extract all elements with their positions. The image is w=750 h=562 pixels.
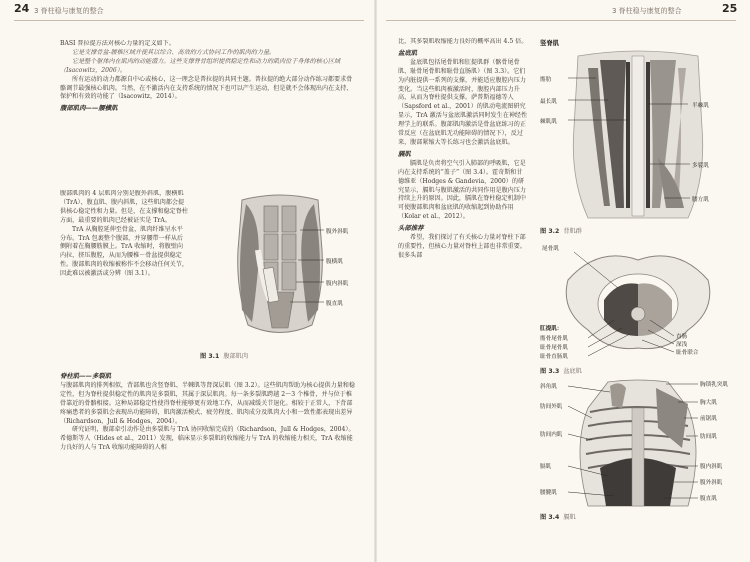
figure-caption-text: 膈肌: [563, 514, 576, 521]
figure-number: 图 3.1: [200, 353, 220, 360]
figure-label: 腰方肌: [692, 197, 709, 203]
section-heading: 头部推荐: [398, 224, 424, 233]
figure-label: 耻骨直肠肌: [540, 354, 568, 360]
figure-caption: [540, 366, 582, 375]
paragraph: 与腹部肌肉的排列相似，背部肌也含竖脊肌、半棘肌等肾深层肌（图 3.2）。这些肌肉帮助为核心提供力量和稳定性，但为脊柱提供稳定性的肌肉是多裂肌，其属于深层肌肉。每一条多裂肌跨越 2～3 个椎骨，并与位于椎骨靠近的骨骼相接。这种局部稳定性使得脊柱能够更有效地工作，从而减缓关节退化。相较于正常人，下背部疼痛患者的多裂肌会表现出功能障碍，肌肉激活模式、疲劳程度、肌肉成分及肌肉大小和一致性都表现出差异（Richardson，Jull & Hodges，2004）。: [60, 381, 355, 425]
section-heading: 脊柱肌——多裂肌: [60, 372, 112, 380]
paragraph: 希望，我们探讨了有关核心力量对脊柱下部的重要性，但核心力量对脊柱上部也非常重要。很多头部: [398, 234, 526, 259]
right-column-text: [398, 38, 528, 524]
figure-label: 髂肋: [540, 77, 552, 83]
figure-label: 多裂肌: [692, 163, 709, 169]
figure-label-group-title: 肛提肌：: [540, 326, 563, 332]
section-heading: 腹部肌肉——腰横肌: [60, 104, 118, 113]
quote-line: 它是支撑骨盆-腰椎区域并使其以综合、高效的方式协同工作的肌肉的力量。: [72, 48, 276, 56]
paragraph: 盆底肌包括尾骨肌和肛提肌群（髂骨尾骨肌、耻骨尾骨肌和耻骨直肠肌）（图 3.3）。它们为内脏提供一系列的支撑，并能适应腹腔内压力变化。当这些肌肉被激活时，腹腔内部压力升高，从而为脊柱提供支撑。萨普斯福德等人（Sapsford et al.，2001）的肌动电流图研究显示，TrA 激活与盆底肌激活同时发生在神经性理学上的联系。腹部肌肉激活是骨盆底练习的正常反应（在盆底肌无功能障碍的情况下），反过来，腹部紧缩大等长练习也会激活盆底肌。: [398, 58, 528, 146]
figure-label: 胸锁乳突肌: [700, 382, 728, 388]
left-bottom-text: [60, 370, 358, 520]
figure-caption-text: 盆底肌: [563, 368, 582, 375]
header-rule-right: [386, 20, 736, 21]
figure-title: 竖脊肌: [540, 39, 560, 47]
figure-number: 图 3.3: [540, 368, 560, 375]
figure-label: 直肠: [676, 334, 688, 340]
quote-line: 它是整个躯体内在肌肉的动能潜力。这些支撑脊骨组织提供稳定性和动力的肌肉位于身体的核心区域（Isacowitz，2006）。: [60, 57, 341, 74]
figure-label: 斜角肌: [540, 384, 557, 390]
page-number-right: 25: [722, 2, 738, 15]
figure-number: 图 3.2: [540, 228, 560, 235]
figure-label: 腹直肌: [326, 301, 343, 307]
figure-caption-text: 腹部肌肉: [223, 353, 249, 360]
figure-caption: [540, 226, 582, 235]
figure-caption-text: 背肌群: [563, 228, 582, 235]
figure-label: 腹外斜肌: [700, 480, 723, 486]
figure-label: 肋间外肌: [540, 404, 563, 410]
paragraph: 所有运动的动力都源自中心或核心，这一理念是普拉提的共同主题。普拉提的绝大部分动作练习都要求骨骼调节最强核心肌肉。当然，在不激活内在支持系统的情况下也可以产生运动，但是就不会体现出内在支持、保护和有效的功能了（Isacowitz，2014）。: [60, 75, 353, 101]
figure-label: 深浅: [676, 342, 688, 348]
page-gutter: [374, 0, 377, 562]
left-top-text: [60, 40, 358, 186]
abdominal-muscles-illustration: [200, 190, 360, 350]
paragraph: 腹部肌肉的 4 层肌肉分别是腹外斜肌，腹横肌（TrA）、腹直肌、腹内斜肌，这些肌肉都会提供核心稳定性和力量。但是，在支撑和稳定脊柱方面，最重要的肌肉已经被证实是 TrA。: [60, 190, 188, 224]
figure-label: 尾骨肌: [542, 246, 559, 252]
left-column-text: [60, 190, 188, 368]
paragraph: 比，其多裂肌收缩能力良好的概率高出 4.5 倍。: [398, 38, 528, 45]
figure-label: 肋间内肌: [540, 432, 563, 438]
figure-label: 腹外斜肌: [326, 229, 349, 235]
figure-diaphragm: [538, 378, 738, 510]
figure-label: 髂骨尾骨肌: [540, 336, 568, 342]
figure-pelvic-floor: [538, 240, 738, 368]
figure-label: 腹内斜肌: [326, 281, 349, 287]
figure-label: 腹直肌: [700, 496, 717, 502]
figure-label: 最长肌: [540, 99, 557, 105]
figure-label: 耻骨尾骨肌: [540, 345, 568, 351]
paragraph: 膈肌是负责将空气引入肺部的呼吸肌，它是内在支持系统的“盖子”（图 3.4）。霍奇斯和甘德维亚（Hodges & Gandevia，2000）的研究显示，膈肌与腹肌激活的共同作用是腹内压力持续上升的原因。因此，膈肌在脊柱稳定机制中可使腹部肌肉和盆底肌的收缩起到协助作用（Kolar et al.，2012）。: [398, 159, 526, 221]
figure-label: 腹内斜肌: [700, 464, 723, 470]
running-head-left: 3 脊柱稳与康复的整合: [34, 7, 104, 15]
pelvic-floor-illustration: [538, 240, 738, 368]
section-heading: 盆底肌: [398, 48, 418, 57]
figure-label: 前锯肌: [700, 416, 717, 422]
figure-caption: [540, 512, 576, 521]
figure-label: 耻骨联合: [676, 350, 699, 356]
paragraph: TrA 从胸腔延伸至骨盆，肌肉纤维呈水平分布。TrA 包裹整个腹部，并穿腰带一样从后侧附着在胸腰筋膜上。TrA 收缩时，将腹壁向内拉，挤压腹腔，从而为腰椎－骨盆提供稳定性。腹部肌肉的收缩被称作不会移动任何关节，因此难以被激活或分辨（图 3.1）。: [60, 225, 188, 278]
figure-label: 腹横肌: [326, 259, 343, 265]
figure-back-muscles: [538, 34, 738, 224]
figure-caption: [200, 351, 248, 360]
paragraph: 研究证明，腹部牵引动作是由多裂肌与 TrA 协同收缩完成的（Richardson，Jull & Hodges，2004）。希德斯等人（Hides et al.，2011）发现，临床显示多裂肌的收缩能力与 TrA 的收缩能力相关，TrA 收缩能力良好的人与 TrA 收缩功能障碍的人相: [60, 426, 355, 452]
figure-label: 肋间肌: [700, 434, 717, 440]
figure-label: 棘肌肌: [540, 119, 557, 125]
running-head-right: 3 脊柱稳与康复的整合: [612, 7, 682, 15]
figure-label: 半棘肌: [692, 103, 709, 109]
header-rule-left: [14, 20, 364, 21]
section-heading: 膈肌: [398, 149, 411, 158]
figure-label: 膈肌: [540, 464, 552, 470]
figure-abdominal-muscles: [200, 190, 360, 350]
paragraph: BASI 普拉提方法对核心力量的定义如下。: [60, 40, 175, 47]
page-number-left: 24: [14, 2, 30, 15]
figure-label: 胸大肌: [700, 400, 717, 406]
figure-number: 图 3.4: [540, 514, 560, 521]
figure-label: 腰腱肌: [540, 490, 557, 496]
